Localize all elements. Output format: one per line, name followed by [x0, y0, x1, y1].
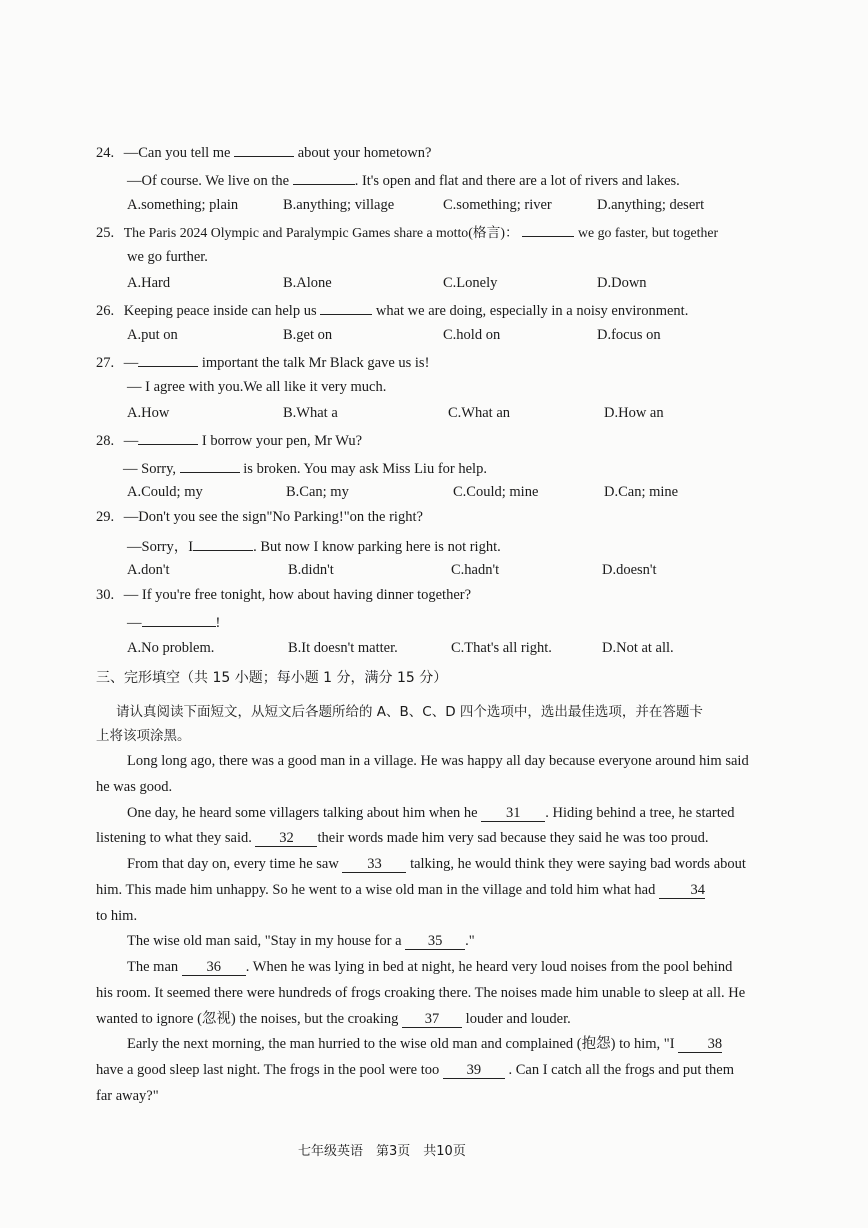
- question-25-line-1: 25. The Paris 2024 Olympic and Paralympic Games share a motto(格言)： we go faster, but together: [96, 222, 718, 242]
- option-d: D.Not at all.: [602, 640, 674, 656]
- answer-blank: [142, 612, 216, 627]
- passage-line: him. This made him unhappy. So he went to a wise old man in the village and told him what had 34: [96, 882, 705, 898]
- answer-blank: [234, 142, 294, 157]
- question-number: 30.: [96, 587, 115, 603]
- passage-line: From that day on, every time he saw 33 talking, he would think they were saying bad words about: [127, 856, 746, 872]
- question-26-line-1: 26. Keeping peace inside can help us what we are doing, especially in a noisy environment.: [96, 300, 688, 320]
- question-25-line-2: we go further.: [127, 249, 208, 265]
- option-a: A.don't: [127, 562, 170, 578]
- question-24-line-1: 24. —Can you tell me about your hometown?: [96, 142, 431, 162]
- option-b: B.What a: [283, 405, 338, 421]
- question-30-line-2: — !: [127, 612, 220, 632]
- answer-blank: [138, 352, 198, 367]
- question-number: 28.: [96, 433, 115, 449]
- passage-line: to him.: [96, 908, 138, 924]
- passage-line: listening to what they said. 32 their words made him very sad because they said he was too proud.: [96, 830, 709, 846]
- question-number: 25.: [96, 225, 115, 241]
- option-c: C.That's all right.: [451, 640, 552, 656]
- cloze-blank-38: 38: [678, 1036, 722, 1053]
- option-c: C.Could; mine: [453, 484, 539, 500]
- section-instruction: 请认真阅读下面短文，从短文后各题所给的 A、B、C、D 四个选项中，选出最佳选项，并在答题卡: [116, 704, 703, 720]
- passage-line: Early the next morning, the man hurried to the wise old man and complained (抱怨) to him, "I 38: [127, 1036, 723, 1052]
- cloze-blank-35: 35: [405, 933, 465, 950]
- option-b: B.Alone: [283, 275, 332, 291]
- option-b: B.Can; my: [286, 484, 349, 500]
- question-number: 29.: [96, 509, 115, 525]
- option-b: B.It doesn't matter.: [288, 640, 398, 656]
- option-d: D.Down: [597, 275, 647, 291]
- option-c: C.hold on: [443, 327, 501, 343]
- question-number: 27.: [96, 355, 115, 371]
- passage-line: The man 36 . When he was lying in bed at night, he heard very loud noises from the pool behind: [127, 959, 733, 975]
- option-b: B.anything; village: [283, 197, 395, 213]
- answer-blank: [320, 300, 372, 315]
- question-27-line-1: 27. — important the talk Mr Black gave us is!: [96, 352, 429, 372]
- answer-blank: [180, 458, 240, 473]
- passage-line: have a good sleep last night. The frogs in the pool were too 39 . Can I catch all the frogs and put them: [96, 1062, 734, 1078]
- option-c: C.Lonely: [443, 275, 498, 291]
- passage-line: wanted to ignore (忽视) the noises, but the croaking 37 louder and louder.: [96, 1011, 571, 1027]
- question-number: 24.: [96, 145, 115, 161]
- page-footer: 七年级英语 第3页 共10页: [298, 1144, 466, 1159]
- option-b: B.didn't: [288, 562, 334, 578]
- question-27-line-2: — I agree with you.We all like it very much.: [127, 379, 387, 395]
- section-title: 三、完形填空（共 15 小题；每小题 1 分，满分 15 分）: [96, 670, 448, 686]
- section-instruction-cont: 上将该项涂黑。: [96, 728, 191, 744]
- cloze-blank-36: 36: [182, 959, 246, 976]
- question-30-line-1: 30. — If you're free tonight, how about having dinner together?: [96, 587, 472, 603]
- option-c: C.something; river: [443, 197, 552, 213]
- option-a: A.No problem.: [127, 640, 215, 656]
- option-c: C.What an: [448, 405, 511, 421]
- passage-line: Long long ago, there was a good man in a village. He was happy all day because everyone around him said: [127, 753, 749, 769]
- answer-blank: [293, 170, 355, 185]
- option-d: D.How an: [604, 405, 664, 421]
- cloze-blank-31: 31: [481, 805, 545, 822]
- option-c: C.hadn't: [451, 562, 500, 578]
- passage-line: far away?": [96, 1088, 159, 1104]
- passage-line: he was good.: [96, 779, 173, 795]
- question-number: 26.: [96, 303, 115, 319]
- cloze-blank-39: 39: [443, 1062, 505, 1079]
- option-d: D.focus on: [597, 327, 661, 343]
- passage-line: The wise old man said, "Stay in my house for a 35 .": [127, 933, 475, 949]
- option-a: A.Could; my: [127, 484, 203, 500]
- passage-line: One day, he heard some villagers talking about him when he 31 . Hiding behind a tree, he started: [127, 805, 735, 821]
- answer-blank: [138, 430, 198, 445]
- option-d: D.Can; mine: [604, 484, 679, 500]
- option-b: B.get on: [283, 327, 333, 343]
- question-29-line-1: 29. —Don't you see the sign"No Parking!"on the right?: [96, 509, 423, 525]
- option-d: D.doesn't: [602, 562, 657, 578]
- option-d: D.anything; desert: [597, 197, 705, 213]
- passage-line: his room. It seemed there were hundreds of frogs croaking there. The noises made him unable to sleep at all. He: [96, 985, 746, 1001]
- cloze-blank-37: 37: [402, 1011, 462, 1028]
- option-a: A.How: [127, 405, 170, 421]
- cloze-blank-34: 34: [659, 882, 705, 899]
- cloze-blank-33: 33: [342, 856, 406, 873]
- question-28-line-2: — Sorry, is broken. You may ask Miss Liu for help.: [123, 458, 487, 478]
- answer-blank: [522, 222, 574, 237]
- option-a: A.put on: [127, 327, 178, 343]
- question-29-line-2: —Sorry，I . But now I know parking here is not right.: [127, 536, 501, 556]
- option-a: A.Hard: [127, 275, 171, 291]
- cloze-blank-32: 32: [255, 830, 317, 847]
- option-a: A.something; plain: [127, 197, 239, 213]
- answer-blank: [193, 536, 253, 551]
- question-24-line-2: —Of course. We live on the . It's open and flat and there are a lot of rivers and lakes.: [127, 170, 680, 190]
- question-28-line-1: 28. — I borrow your pen, Mr Wu?: [96, 430, 362, 450]
